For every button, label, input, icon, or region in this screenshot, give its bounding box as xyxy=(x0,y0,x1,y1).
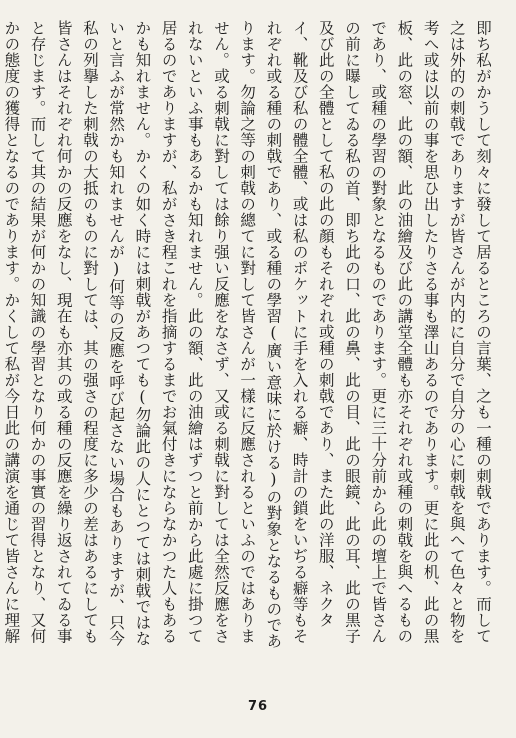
page-number: 76 xyxy=(247,699,269,714)
body-paragraph: 即ち私がかうして刻々に發して居るところの言葉、之も一種の刺戟であります。而して之は外的の刺戟でありますが皆さんが内的に自分で自分の心に刺戟を與へて色々と物を考へ或は以前の事を思ひ出したりさる事も澤山あるのであります。更に此の机、此の黒板、此の窓、此の額、此の油繪及び此の講堂全體も亦それぞれ或種の刺戟を與へるものであり、或種の學習の對象となるものであります。更に三十分前から此の壇上で皆さんの前に曝してゐる私の首、即ち此の口、此の鼻、此の目、此の眼鏡、此の耳、此の黒子及び此の全體として私の此の顏もそれぞれ或種の刺戟であり、また此の洋服、ネクタイ、靴及び私の體全體、或は私のポケットに手を入れる癖、時計の鎖をいぢる癖等もそれぞれ或る種の刺戟であり、或る種の學習(廣い意味に於ける)の對象となるものであります。勿論之等の刺戟の總てに對して皆さんが一樣に反應されるといふのではありません。或る刺戟に對しては餘り强い反應をなさず、又或る刺戟に對しては全然反應をされないといふ事もあるかも知れません。此の額、此の油繪はずつと前から此處に掛つて居るのでありますが、私がさき程これを指摘するまでお氣付きにならなかつた人もあるかも知れません。かくの如く時には刺戟があつても(勿論此の人にとつては刺戟ではないと言ふが常然かも知れませんが)何等の反應を呼び起さない場合もありますが、只今私の列擧した刺戟の大抵のものに對しては、其の强さの程度に多少の差はあるにしても皆さんはそれぞれ何かの反應をなし、現在も亦其の或る種の反應を繰り返されてゐる事と存じます。而して其の結果が何かの知識の學習となり何かの事實の習得となり、又何かの態度の獲得となるのであります。かくして私が今日此の講演を通じて皆さんに理解 xyxy=(2,20,492,649)
body-text-block xyxy=(2,20,496,652)
